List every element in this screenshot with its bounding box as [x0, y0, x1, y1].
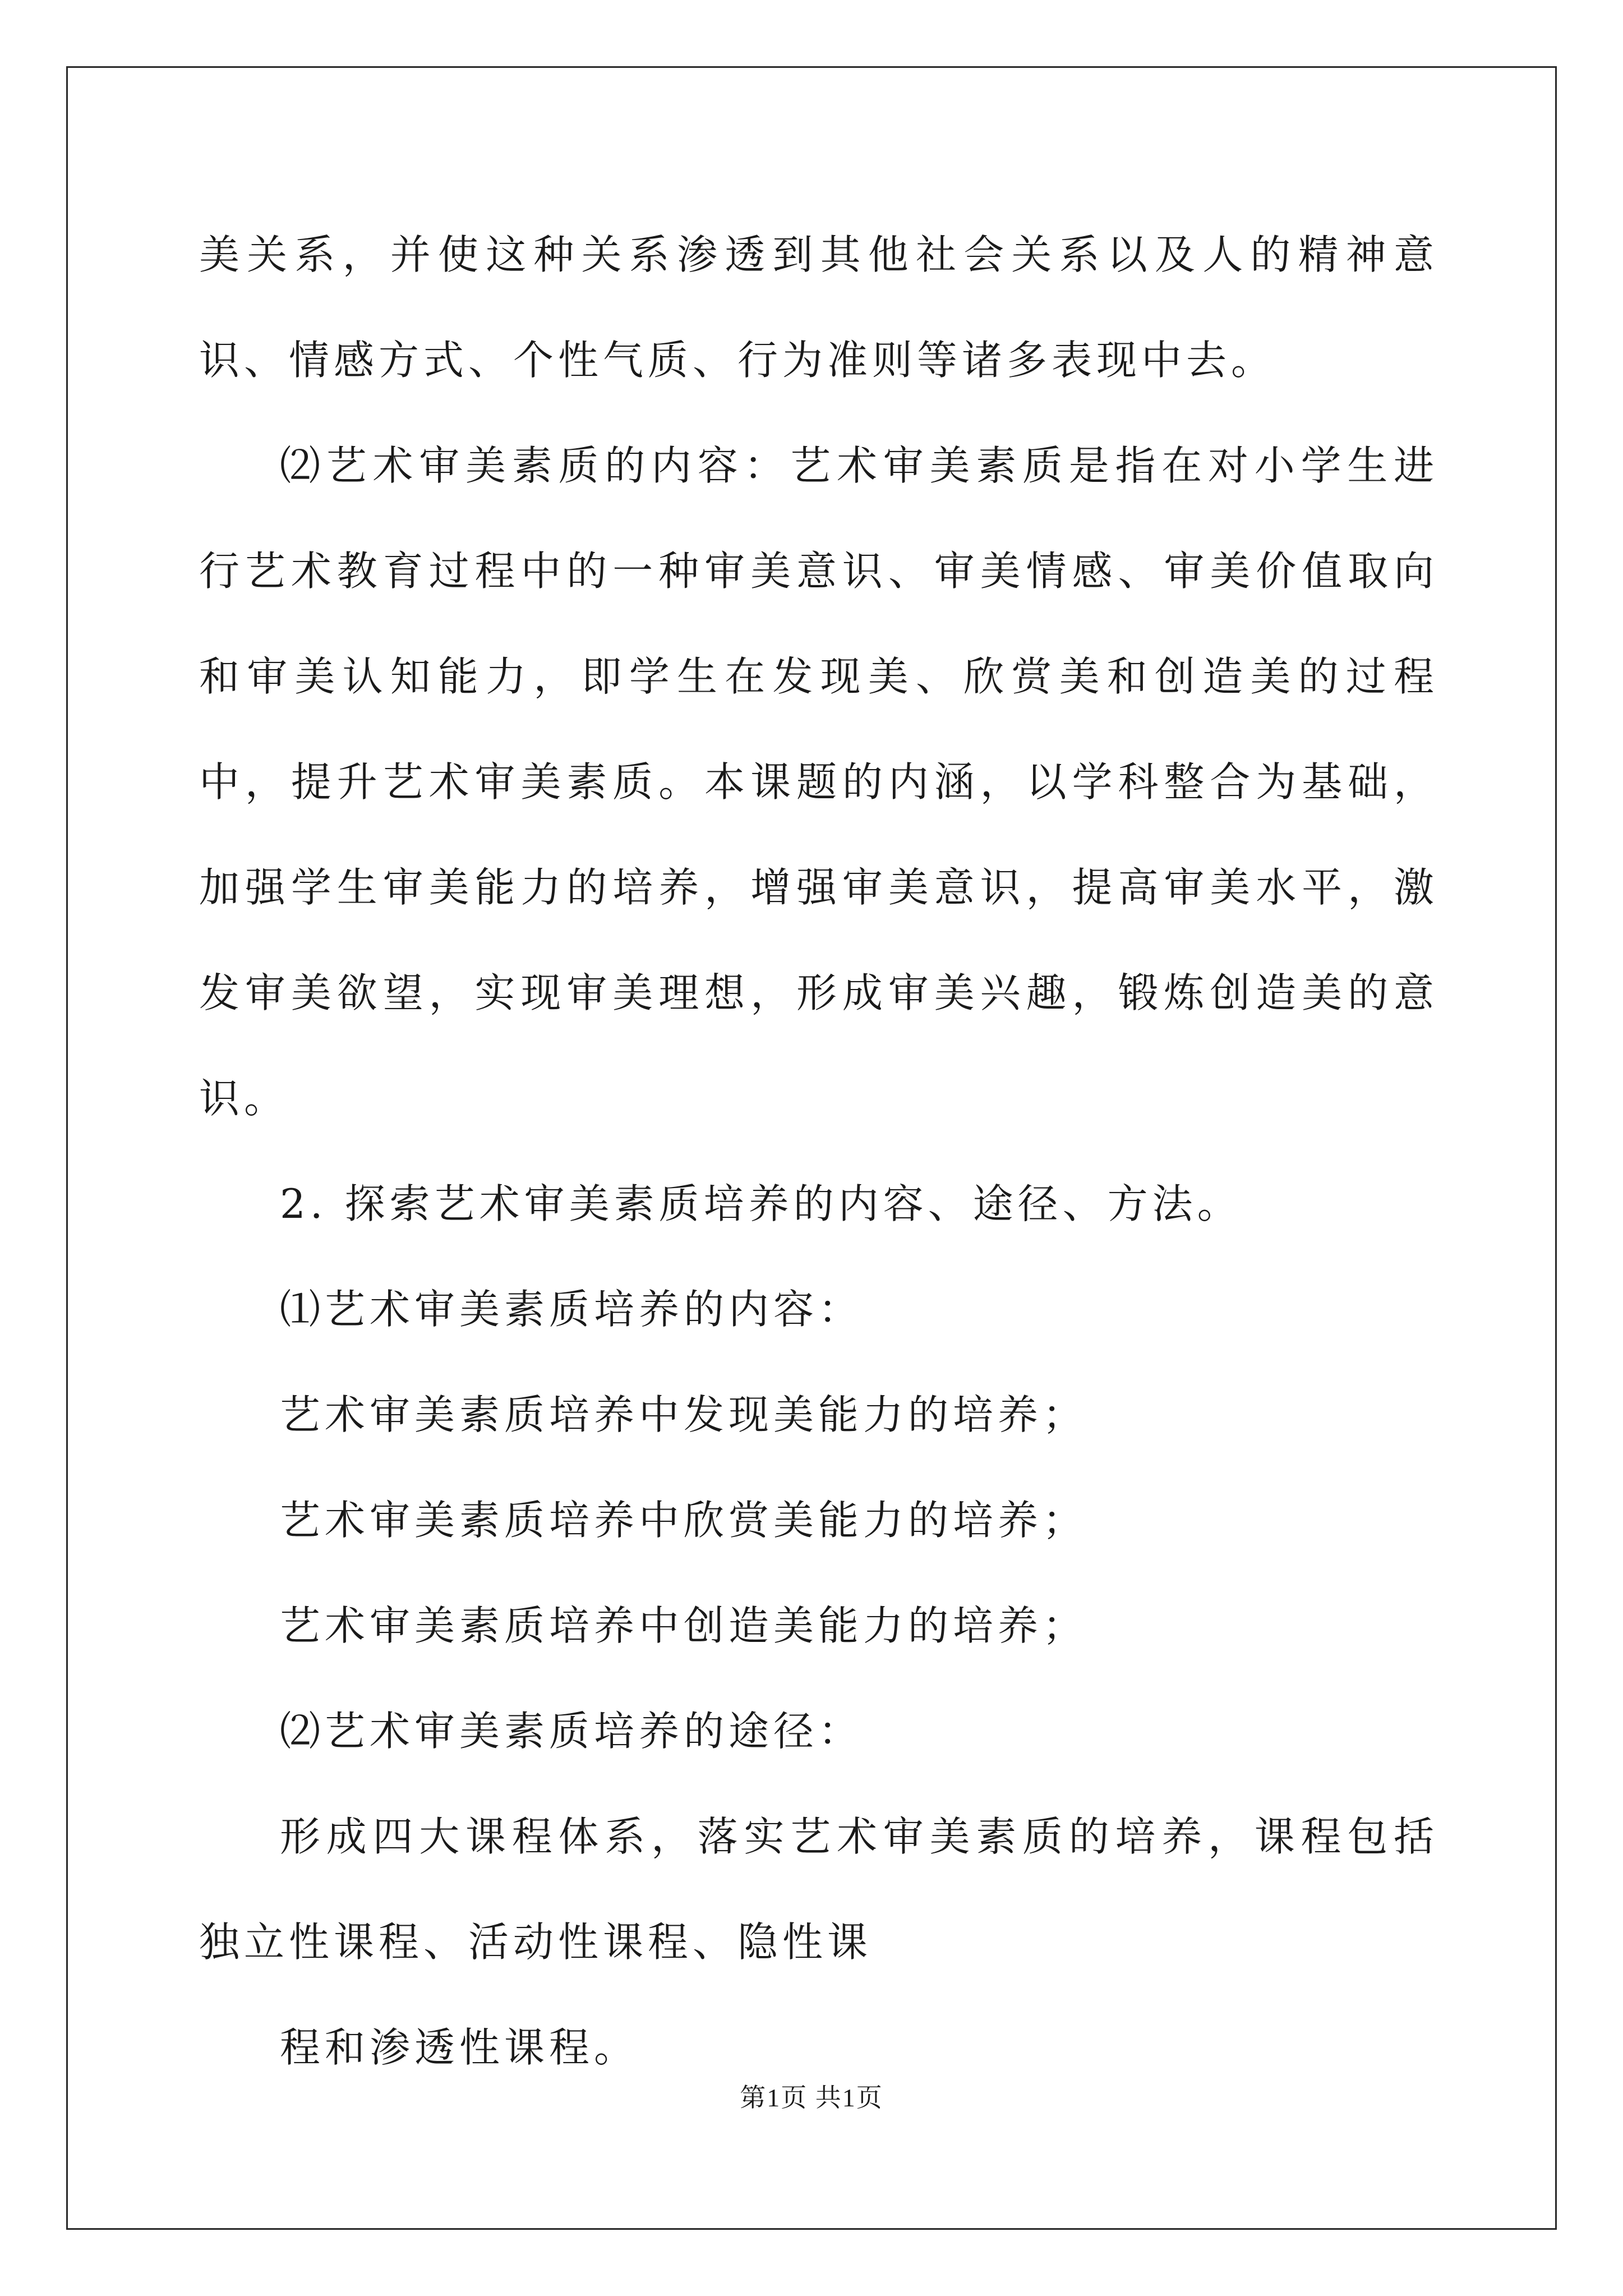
- paragraph: ⑵艺术审美素质的内容：艺术审美素质是指在对小学生进行艺术教育过程中的一种审美意识、审美情感、审美价值取向和审美认知能力，即学生在发现美、欣赏美和创造美的过程中，提升艺术审美素质。本课题的内涵，以学科整合为基础，加强学生审美能力的培养，增强审美意识，提高审美水平，激发审美欲望，实现审美理想，形成审美兴趣，锻炼创造美的意识。: [199, 442, 1438, 1122]
- paragraph: 艺术审美素质培养中欣赏美能力的培养；: [280, 1497, 1088, 1544]
- paragraph: 艺术审美素质培养中创造美能力的培养；: [280, 1602, 1088, 1649]
- paragraph: ⑴艺术审美素质培养的内容：: [280, 1286, 864, 1333]
- paragraph: 艺术审美素质培养中发现美能力的培养；: [280, 1391, 1088, 1438]
- paragraph: 美关系，并使这种关系渗透到其他社会关系以及人的精神意识、情感方式、个性气质、行为准则等诸多表现中去。: [199, 231, 1438, 384]
- paragraph: 程和渗透性课程。: [280, 2024, 639, 2071]
- document-body: [199, 202, 1438, 2100]
- paragraph: ⑵艺术审美素质培养的途径：: [280, 1708, 864, 1755]
- page-number-footer: 第1页 共1页: [740, 2083, 883, 2112]
- paragraph: 形成四大课程体系，落实艺术审美素质的培养，课程包括独立性课程、活动性课程、隐性课: [199, 1813, 1438, 1966]
- paragraph: 2. 探索艺术审美素质培养的内容、途径、方法。: [280, 1180, 1242, 1227]
